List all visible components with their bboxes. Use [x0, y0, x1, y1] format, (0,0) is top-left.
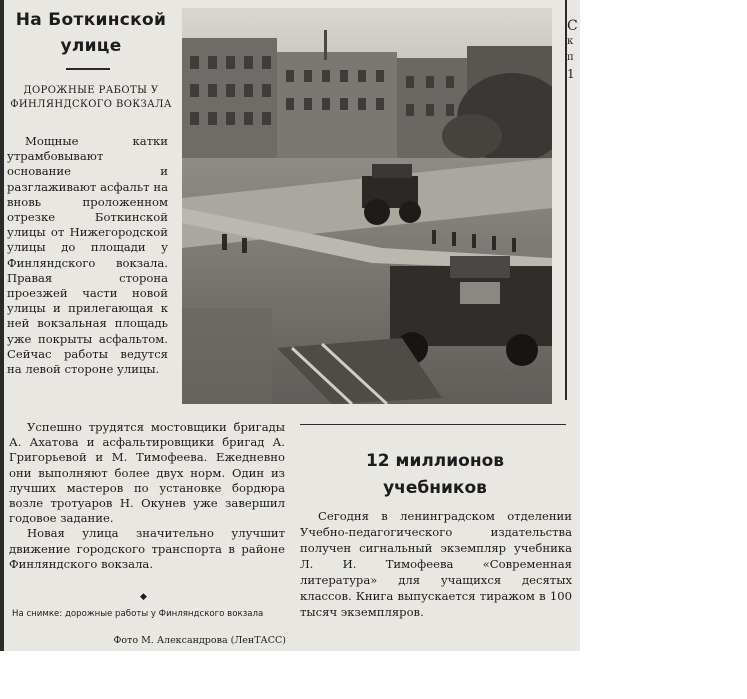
photo-credit: Фото М. Александрова (ЛенТАСС)	[113, 635, 286, 646]
article1-paragraph-3: Новая улица значительно улучшит движение городского транспорта в районе Финляндского вокзала.	[9, 526, 285, 571]
road-works-photo-image	[182, 8, 552, 404]
article1-paragraph-1: Мощные катки утрамбовывают основание и разглаживают асфальт на вновь проложенном отрезке Боткинской улицы от Нижегородской улицы до площади у Финляндского вокзала. Правая сторона проезжей части новой улицы и прилегающая к ней вокзальная площадь уже покрыты асфальтом. Сейчас работы ведутся на левой стороне улицы.	[7, 134, 168, 377]
article1-subheading: ДОРОЖНЫЕ РАБОТЫ У ФИНЛЯНДСКОГО ВОКЗАЛА	[10, 85, 172, 110]
article1-body-continued	[9, 420, 285, 572]
headline-divider	[66, 68, 110, 70]
article1-paragraph-2: Успешно трудятся мостовщики бригады А. Ахатова и асфальтировщики бригад А. Григорьевой и М. Тимофеева. Ежедневно они выполняют более двух норм. Один из лучших мастеров по установке бордюра возле тротуаров Н. Окунев уже завершил годовое задание.	[9, 420, 285, 526]
article2-body-column	[300, 508, 572, 620]
fragment-line-2: к	[567, 36, 574, 47]
fragment-line-3: п	[567, 52, 574, 63]
adjacent-column-fragment	[567, 18, 580, 82]
article1-body-column	[7, 134, 168, 377]
article2-headline: 12 миллионов учебников	[365, 451, 505, 498]
news-photo	[182, 8, 552, 404]
fragment-line-4: 1	[567, 67, 575, 81]
article1-headline: На Боткинской улице	[15, 10, 167, 56]
section-rule	[300, 424, 566, 425]
photo-caption: На снимке: дорожные работы у Финляндского вокзала	[12, 609, 264, 619]
article2-paragraph-1: Сегодня в ленинградском отделении Учебно-педагогического издательства получен сигнальный экземпляр учебника Л. И. Тимофеева «Современная литература» для учащихся десятых классов. Книга выпускается тиражом в 100 тысяч экземпляров.	[300, 509, 572, 619]
end-mark-icon: ◆	[140, 592, 147, 602]
fragment-line-1: С	[567, 18, 578, 34]
column-rule-left	[0, 0, 4, 651]
